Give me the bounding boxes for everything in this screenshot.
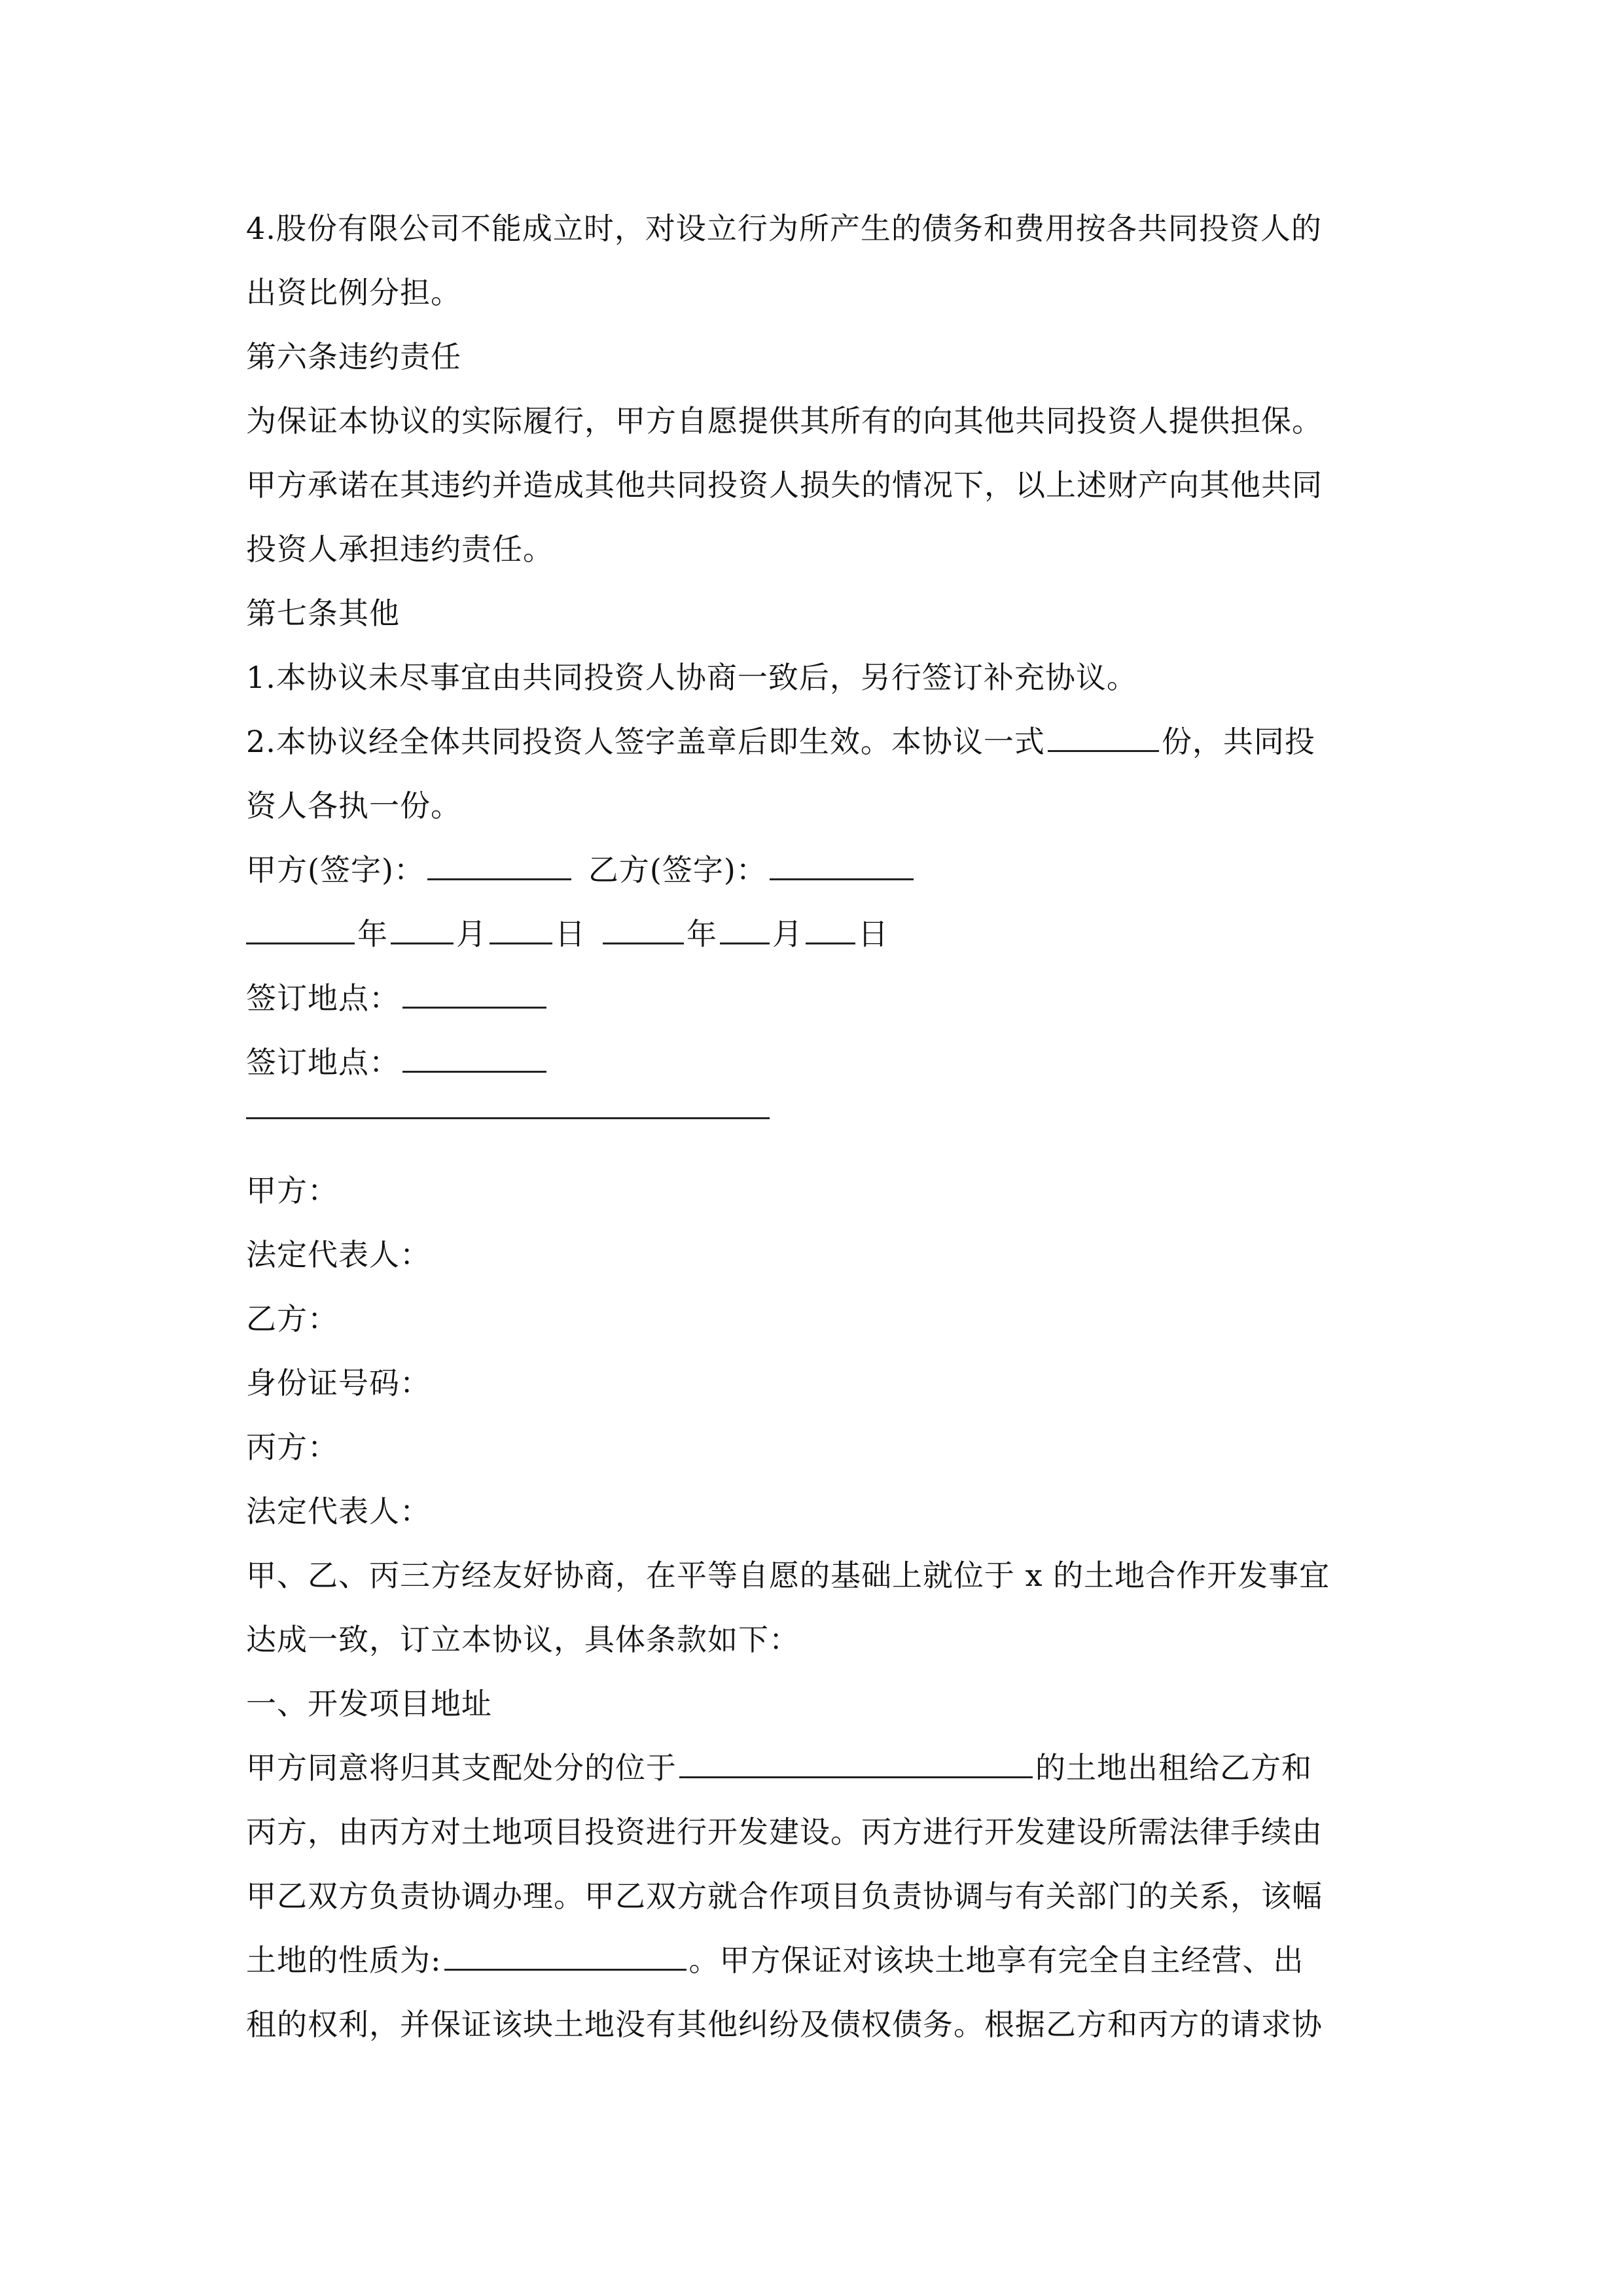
text-line: 丙方，由丙方对土地项目投资进行开发建设。丙方进行开发建设所需法律手续由	[246, 1814, 1323, 1850]
year-label: 年	[357, 916, 388, 952]
text-line: 投资人承担违约责任。	[246, 531, 554, 567]
month-label: 月	[772, 916, 803, 952]
site-text: 甲方同意将归其支配处分的位于	[246, 1750, 677, 1785]
year-blank	[603, 916, 684, 944]
party-a-signature-blank	[427, 852, 571, 880]
copies-blank	[1048, 724, 1159, 752]
day-label: 日	[858, 916, 889, 952]
date-line	[246, 902, 1378, 966]
party-label: 甲方：	[246, 1173, 338, 1208]
separator-line	[246, 1117, 770, 1119]
divider-gap	[246, 1094, 1378, 1158]
section-heading: 第七条其他	[246, 596, 400, 631]
place-line	[246, 1030, 1378, 1094]
nature-text: 土地的性质为:	[246, 1943, 442, 1978]
site-blank	[679, 1750, 1033, 1778]
year-label: 年	[687, 916, 717, 952]
party-label: 法定代表人：	[246, 1494, 431, 1529]
text-line: 租的权利，并保证该块土地没有其他纠纷及债权债务。根据乙方和丙方的请求协	[246, 2007, 1323, 2042]
party-a-signature-label: 甲方(签字)：	[246, 852, 425, 888]
clause-2-text-after: 份，共同投	[1161, 724, 1315, 759]
month-label: 月	[456, 916, 487, 952]
party-b-signature-blank	[770, 852, 914, 880]
day-blank	[806, 916, 855, 944]
month-blank	[720, 916, 770, 944]
place-label: 签订地点：	[246, 1045, 400, 1080]
day-label: 日	[555, 916, 586, 952]
party-label: 乙方：	[246, 1301, 338, 1336]
party-label: 身份证号码：	[246, 1365, 431, 1401]
place-blank	[402, 980, 546, 1009]
nature-text-after: 。甲方保证对该块土地享有完全自主经营、出	[688, 1943, 1304, 1978]
text-line: 甲、乙、丙三方经友好协商，在平等自愿的基础上就位于 x 的土地合作开发事宜	[246, 1558, 1330, 1593]
text-line: 资人各执一份。	[246, 788, 461, 823]
clause-2-line	[246, 709, 1378, 774]
text-line: 达成一致，订立本协议，具体条款如下：	[246, 1622, 800, 1657]
day-blank	[490, 916, 552, 944]
nature-line	[246, 1928, 1378, 1992]
place-line	[246, 966, 1378, 1030]
document-body	[246, 196, 1378, 2056]
text-line: 4.股份有限公司不能成立时，对设立行为所产生的债务和费用按各共同投资人的	[246, 211, 1322, 246]
section-heading: 一、开发项目地址	[246, 1686, 492, 1721]
party-label: 丙方：	[246, 1429, 338, 1465]
site-text-after: 的土地出租给乙方和	[1035, 1750, 1312, 1785]
month-blank	[391, 916, 454, 944]
place-blank	[402, 1045, 546, 1073]
signature-line	[246, 838, 1378, 902]
section-heading: 第六条违约责任	[246, 339, 461, 374]
site-line	[246, 1736, 1378, 1800]
text-line: 为保证本协议的实际履行，甲方自愿提供其所有的向其他共同投资人提供担保。	[246, 403, 1323, 439]
party-label: 法定代表人：	[246, 1237, 431, 1272]
text-line: 甲乙双方负责协调办理。甲乙双方就合作项目负责协调与有关部门的关系，该幅	[246, 1878, 1323, 1914]
party-b-signature-label: 乙方(签字)：	[588, 852, 767, 888]
text-line: 甲方承诺在其违约并造成其他共同投资人损失的情况下，以上述财产向其他共同	[246, 467, 1323, 503]
place-label: 签订地点：	[246, 980, 400, 1016]
nature-blank	[444, 1943, 687, 1971]
year-blank	[246, 916, 355, 944]
clause-2-text: 2.本协议经全体共同投资人签字盖章后即生效。本协议一式	[246, 724, 1045, 759]
text-line: 1.本协议未尽事宜由共同投资人协商一致后，另行签订补充协议。	[246, 660, 1137, 695]
text-line: 出资比例分担。	[246, 275, 461, 310]
